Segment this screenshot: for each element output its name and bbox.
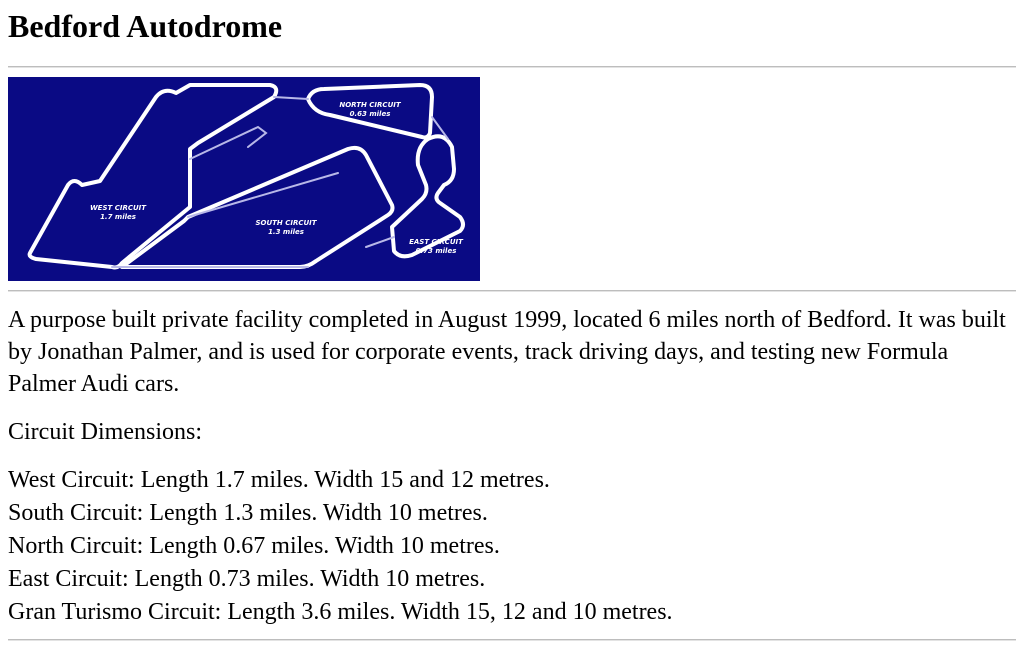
east-circuit-length: 0.73 miles xyxy=(415,247,457,255)
dimensions-heading: Circuit Dimensions: xyxy=(8,419,202,445)
dimensions-list xyxy=(8,464,1016,629)
circuit-map xyxy=(8,77,480,281)
link-road-north xyxy=(274,97,308,99)
dimension-north: North Circuit: Length 0.67 miles. Width 10 metres. xyxy=(8,533,500,559)
west-circuit-label: WEST CIRCUIT xyxy=(89,204,147,212)
middle-divider xyxy=(8,290,1016,292)
top-divider xyxy=(8,66,1016,68)
west-circuit-length: 1.7 miles xyxy=(100,213,136,221)
south-circuit-label: SOUTH CIRCUIT xyxy=(255,219,317,227)
circuit-map-graphic xyxy=(8,77,480,281)
south-circuit-length: 1.3 miles xyxy=(268,228,304,236)
dimension-south: South Circuit: Length 1.3 miles. Width 10 metres. xyxy=(8,500,488,526)
dimension-gran-turismo: Gran Turismo Circuit: Length 3.6 miles. Width 15, 12 and 10 metres. xyxy=(8,599,673,625)
bottom-divider xyxy=(8,639,1016,641)
link-road-southeast xyxy=(366,237,394,247)
south-circuit-track xyxy=(122,148,393,267)
west-circuit-track xyxy=(30,85,277,268)
link-road-south xyxy=(188,173,338,217)
east-circuit-label: EAST CIRCUIT xyxy=(409,238,463,246)
dimension-east: East Circuit: Length 0.73 miles. Width 10 metres. xyxy=(8,566,486,592)
north-circuit-length: 0.63 miles xyxy=(349,110,391,118)
page-title: Bedford Autodrome xyxy=(8,8,283,44)
dimension-west: West Circuit: Length 1.7 miles. Width 15 and 12 metres. xyxy=(8,467,550,493)
north-circuit-label: NORTH CIRCUIT xyxy=(339,101,401,109)
facility-description: A purpose built private facility completed in August 1999, located 6 miles north of Bedford. It was built by Jonathan Palmer, and is used for corporate events, track driving days, and testing new Formula Palmer Audi cars. xyxy=(8,307,1006,397)
